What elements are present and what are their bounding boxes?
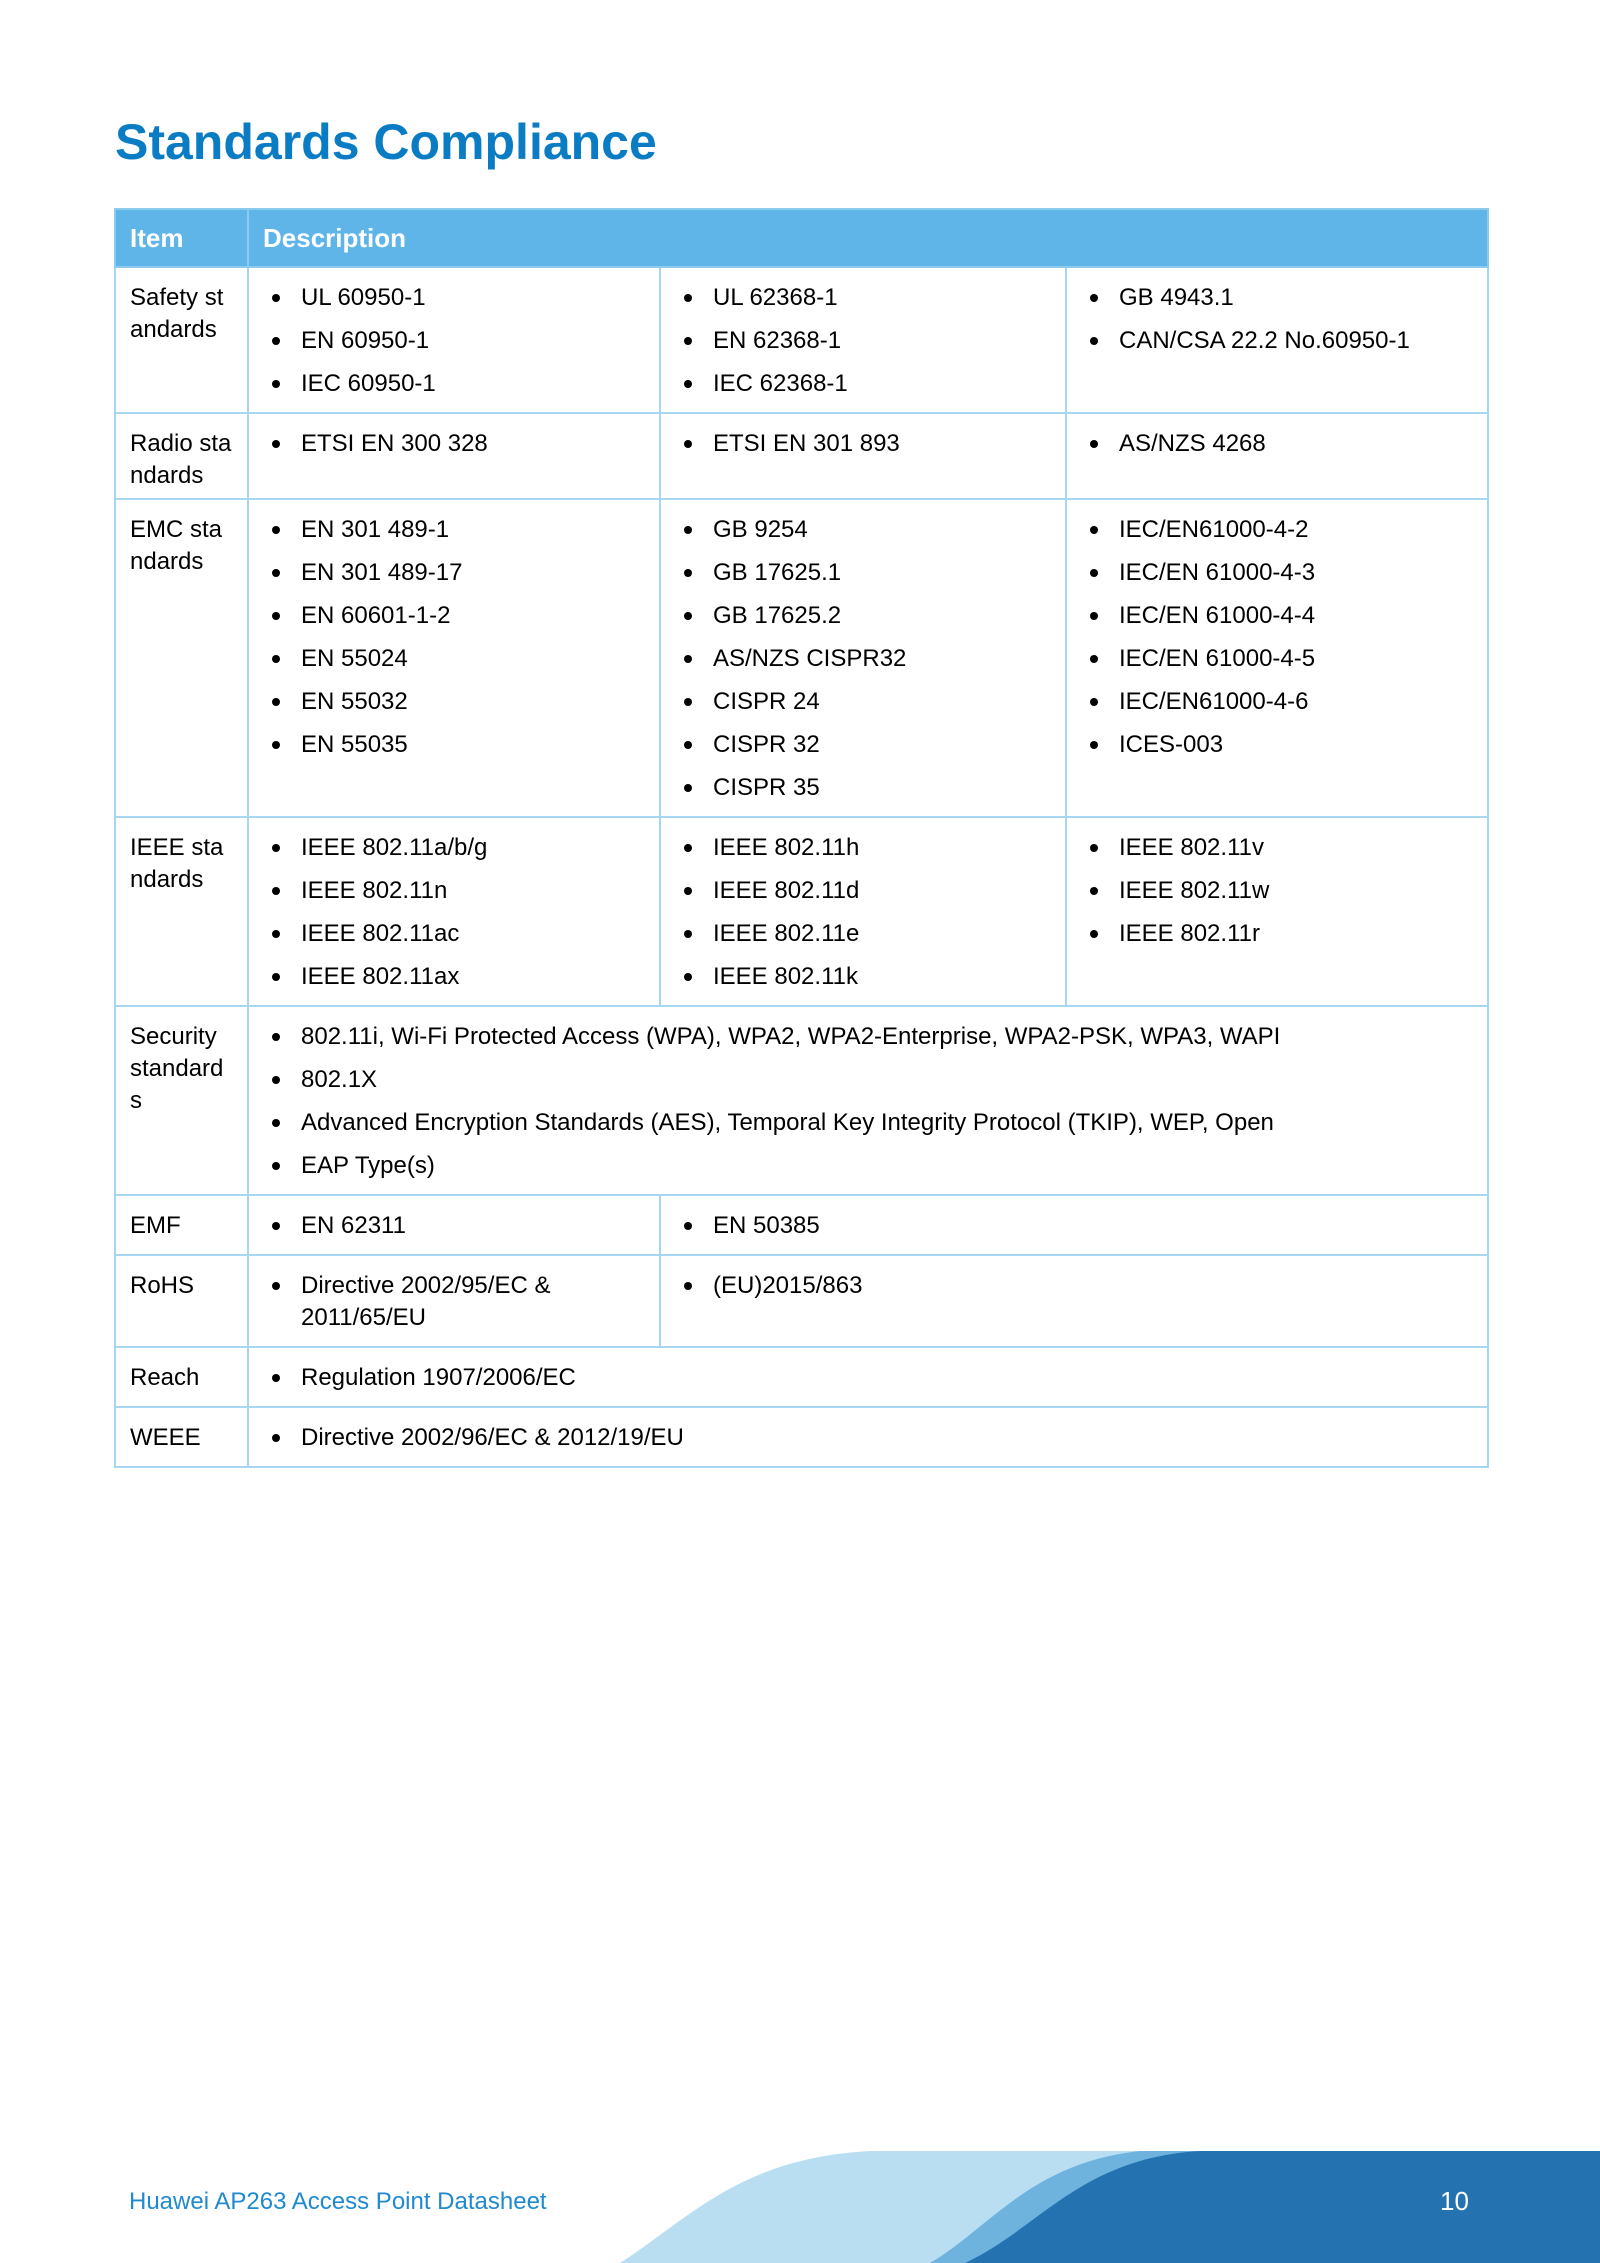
row-cell [660,817,1066,1006]
list-item: Directive 2002/96/EC & 2012/19/EU [263,1422,1473,1454]
table-row-rohs [115,1255,1488,1347]
list-item: IEC/EN 61000-4-3 [1081,557,1473,589]
table-row-ieee [115,817,1488,1006]
standards-table [114,208,1489,1468]
page-footer [0,2148,1600,2263]
bullet-list [263,1210,645,1242]
row-cell [660,1255,1488,1347]
row-cell [660,499,1066,817]
list-item: 802.1X [263,1064,1473,1096]
row-cell [248,817,660,1006]
row-cell [1066,413,1488,499]
list-item: GB 17625.1 [675,557,1051,589]
list-item: IEC/EN61000-4-2 [1081,514,1473,546]
list-item: IEC/EN61000-4-6 [1081,686,1473,718]
list-item: IEC/EN 61000-4-5 [1081,643,1473,675]
bullet-list [675,832,1051,993]
list-item: IEC 62368-1 [675,368,1051,400]
list-item: IEEE 802.11w [1081,875,1473,907]
list-item: EN 60950-1 [263,325,645,357]
row-cell [248,499,660,817]
footer-document-title: Huawei AP263 Access Point Datasheet [129,2188,547,2215]
list-item: IEEE 802.11a/b/g [263,832,645,864]
row-item-label: Security standards [115,1006,248,1195]
list-item: EN 62311 [263,1210,645,1242]
row-item-label: RoHS [115,1255,248,1347]
bullet-list [263,1021,1473,1182]
row-cell [248,1347,1488,1407]
list-item: IEC 60950-1 [263,368,645,400]
bullet-list [675,282,1051,400]
list-item: CISPR 35 [675,772,1051,804]
row-item-label: Radio standards [115,413,248,499]
row-item-label: Reach [115,1347,248,1407]
header-description: Description [248,209,1488,267]
list-item: ETSI EN 301 893 [675,428,1051,460]
row-item-label: Safety standards [115,267,248,413]
page-title: Standards Compliance [115,114,657,170]
bullet-list [263,1362,1473,1394]
list-item: CISPR 24 [675,686,1051,718]
list-item: IEEE 802.11ac [263,918,645,950]
bullet-list [263,282,645,400]
list-item: (EU)2015/863 [675,1270,1473,1302]
list-item: EN 55024 [263,643,645,675]
list-item: Advanced Encryption Standards (AES), Temporal Key Integrity Protocol (TKIP), WEP, Open [263,1107,1473,1139]
footer-page-number: 10 [1440,2186,1469,2216]
bullet-list [1081,282,1473,357]
bullet-list [263,1422,1473,1454]
row-item-label: EMF [115,1195,248,1255]
table-row-safety [115,267,1488,413]
header-item: Item [115,209,248,267]
bullet-list [263,1270,645,1334]
bullet-list [263,832,645,993]
list-item: CAN/CSA 22.2 No.60950-1 [1081,325,1473,357]
list-item: IEEE 802.11r [1081,918,1473,950]
table-row-emf [115,1195,1488,1255]
list-item: IEEE 802.11ax [263,961,645,993]
bullet-list [1081,514,1473,761]
list-item: EN 62368-1 [675,325,1051,357]
row-cell [248,413,660,499]
row-cell [1066,267,1488,413]
row-item-label: IEEE standards [115,817,248,1006]
bullet-list [675,1270,1473,1302]
list-item: IEEE 802.11k [675,961,1051,993]
table-row-security [115,1006,1488,1195]
list-item: AS/NZS CISPR32 [675,643,1051,675]
bullet-list [263,428,645,460]
list-item: UL 62368-1 [675,282,1051,314]
row-item-label: EMC standards [115,499,248,817]
list-item: IEEE 802.11v [1081,832,1473,864]
bullet-list [263,514,645,761]
row-cell [660,1195,1488,1255]
row-cell [660,267,1066,413]
row-cell [1066,817,1488,1006]
list-item: EN 50385 [675,1210,1473,1242]
list-item: EN 301 489-17 [263,557,645,589]
list-item: EN 60601-1-2 [263,600,645,632]
table-header-row [115,209,1488,267]
table-row-reach [115,1347,1488,1407]
list-item: IEEE 802.11d [675,875,1051,907]
row-cell [248,1407,1488,1467]
table-row-weee [115,1407,1488,1467]
table-row-emc [115,499,1488,817]
list-item: Directive 2002/95/EC & 2011/65/EU [263,1270,645,1334]
bullet-list [1081,832,1473,950]
table-row-radio [115,413,1488,499]
list-item: 802.11i, Wi-Fi Protected Access (WPA), WPA2, WPA2-Enterprise, WPA2-PSK, WPA3, WAPI [263,1021,1473,1053]
row-cell [248,1255,660,1347]
list-item: IEC/EN 61000-4-4 [1081,600,1473,632]
row-cell [248,1195,660,1255]
list-item: GB 4943.1 [1081,282,1473,314]
list-item: IEEE 802.11h [675,832,1051,864]
list-item: Regulation 1907/2006/EC [263,1362,1473,1394]
list-item: GB 17625.2 [675,600,1051,632]
bullet-list [675,1210,1473,1242]
list-item: ICES-003 [1081,729,1473,761]
list-item: AS/NZS 4268 [1081,428,1473,460]
bullet-list [1081,428,1473,460]
list-item: EN 301 489-1 [263,514,645,546]
row-item-label: WEEE [115,1407,248,1467]
list-item: IEEE 802.11n [263,875,645,907]
row-cell [1066,499,1488,817]
list-item: EN 55032 [263,686,645,718]
row-cell [248,1006,1488,1195]
list-item: CISPR 32 [675,729,1051,761]
list-item: ETSI EN 300 328 [263,428,645,460]
list-item: EAP Type(s) [263,1150,1473,1182]
row-cell [660,413,1066,499]
list-item: GB 9254 [675,514,1051,546]
list-item: UL 60950-1 [263,282,645,314]
list-item: EN 55035 [263,729,645,761]
row-cell [248,267,660,413]
bullet-list [675,428,1051,460]
list-item: IEEE 802.11e [675,918,1051,950]
bullet-list [675,514,1051,804]
